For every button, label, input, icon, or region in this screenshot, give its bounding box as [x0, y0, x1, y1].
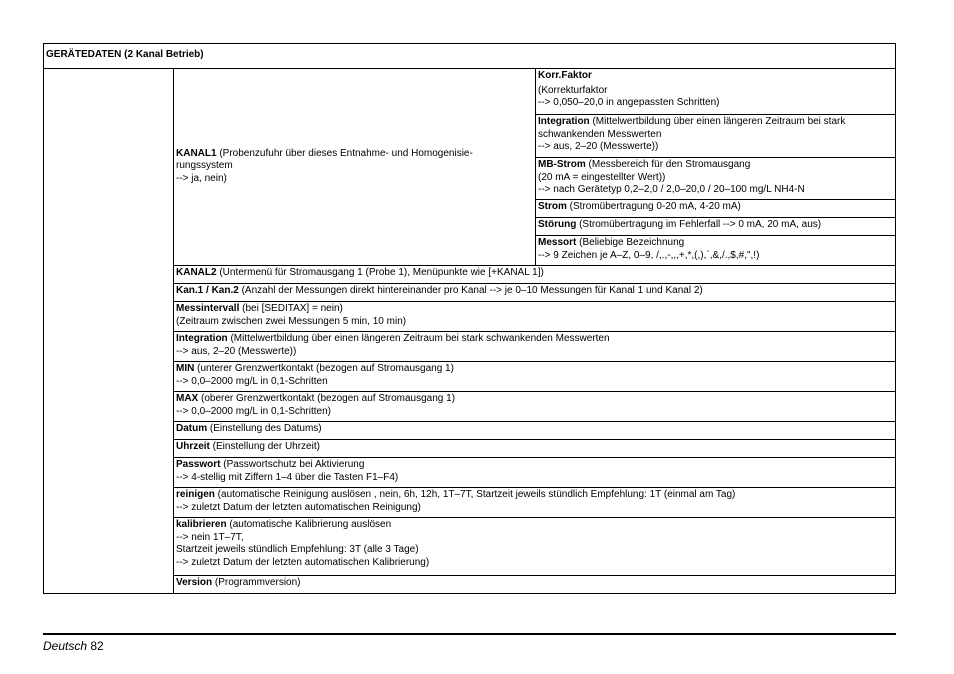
passwort-row — [174, 458, 896, 488]
kanal2-row — [174, 266, 896, 284]
mb-strom-desc-2: (20 mA = eingestellter Wert)) — [538, 171, 666, 183]
reinigen-label: reinigen — [176, 489, 215, 500]
max-row — [174, 392, 896, 422]
table-title — [44, 44, 896, 69]
korr-faktor-desc-2: --> 0,050–20,0 in angepassten Schritten) — [538, 97, 720, 108]
messintervall-desc-2: (Zeitraum zwischen zwei Messungen 5 min, 10 min) — [176, 315, 407, 327]
integration-sub-desc-3: --> aus, 2–20 (Messwerte)) — [538, 141, 659, 152]
uhrzeit-row — [174, 440, 896, 458]
kalibrieren-desc-2: --> nein 1T–7T, — [176, 531, 244, 543]
reinigen-row — [174, 488, 896, 518]
stoerung-cell — [536, 218, 896, 236]
kan1-kan2-desc: (Anzahl der Messungen direkt hintereinander pro Kanal --> je 0–10 Messungen für Kanal 1 und Kanal 2) — [238, 285, 703, 296]
max-label: MAX — [176, 393, 199, 404]
page-number: 82 — [90, 639, 104, 653]
footer-language: Deutsch — [43, 639, 88, 653]
integration-sub-desc-1: (Mittelwertbildung über einen längeren Zeitraum bei stark — [589, 116, 846, 127]
table-title-text: GERÄTEDATEN (2 Kanal Betrieb) — [46, 49, 204, 61]
kalibrieren-label: kalibrieren — [176, 519, 227, 530]
strom-label: Strom — [538, 201, 567, 212]
min-desc-1: (unterer Grenzwertkontakt (bezogen auf Stromausgang 1) — [194, 363, 454, 374]
korr-faktor-label: Korr.Faktor — [538, 70, 592, 81]
kan1-kan2-label: Kan.1 / Kan.2 — [176, 285, 239, 296]
stoerung-label: Störung — [538, 219, 577, 230]
page-footer — [43, 639, 104, 653]
footer-divider — [43, 633, 896, 635]
kan1-kan2-row — [174, 284, 896, 302]
integration-sub-desc-2: schwankenden Messwerten — [538, 128, 662, 140]
datum-label: Datum — [176, 423, 208, 434]
strom-desc: (Stromübertragung 0-20 mA, 4-20 mA) — [566, 201, 741, 212]
integration-label: Integration — [176, 333, 228, 344]
kalibrieren-desc-4: --> zuletzt Datum der letzten automatischen Kalibrierung) — [176, 556, 430, 568]
messort-label: Messort — [538, 237, 577, 248]
datum-desc: (Einstellung des Datums) — [207, 423, 322, 434]
strom-cell — [536, 200, 896, 218]
messintervall-row — [174, 302, 896, 332]
device-data-table — [43, 43, 896, 594]
reinigen-desc-2: --> zuletzt Datum der letzten automatischen Reinigung) — [176, 501, 421, 513]
version-row — [174, 576, 896, 594]
korr-faktor-cell — [536, 69, 896, 115]
max-desc-1: (oberer Grenzwertkontakt (bezogen auf Stromausgang 1) — [198, 393, 456, 404]
version-desc: (Programmversion) — [212, 577, 301, 588]
mb-strom-label: MB-Strom — [538, 159, 586, 170]
messort-desc-1: (Beliebige Bezeichnung — [576, 237, 685, 248]
uhrzeit-desc: (Einstellung der Uhrzeit) — [209, 441, 320, 452]
min-row — [174, 362, 896, 392]
integration-sub-label: Integration — [538, 116, 590, 127]
passwort-desc-2: --> 4-stellig mit Ziffern 1–4 über die Tasten F1–F4) — [176, 471, 399, 483]
integration-desc-2: --> aus, 2–20 (Messwerte)) — [176, 345, 297, 357]
kanal1-desc-3: --> ja, nein) — [176, 172, 227, 184]
stoerung-desc: (Stromübertragung im Fehlerfall --> 0 mA, 20 mA, aus) — [576, 219, 822, 230]
mb-strom-cell — [536, 158, 896, 200]
mb-strom-desc-1: (Messbereich für den Stromausgang — [585, 159, 751, 170]
version-label: Version — [176, 577, 213, 588]
integration-sub-cell — [536, 115, 896, 158]
kanal1-cell — [174, 69, 536, 266]
messintervall-label: Messintervall — [176, 303, 240, 314]
kanal1-label: KANAL1 — [176, 147, 217, 159]
integration-desc-1: (Mittelwertbildung über einen längeren Zeitraum bei stark schwankenden Messwerten — [227, 333, 610, 344]
integration-row — [174, 332, 896, 362]
korr-faktor-desc-1: (Korrekturfaktor — [538, 84, 608, 96]
kalibrieren-desc-3: Startzeit jeweils stündlich Empfehlung: 3T (alle 3 Tage) — [176, 544, 419, 555]
mb-strom-desc-3: --> nach Gerätetyp 0,2–2,0 / 2,0–20,0 / 20–100 mg/L NH4-N — [538, 184, 805, 195]
uhrzeit-label: Uhrzeit — [176, 441, 210, 452]
reinigen-desc-1: (automatische Reinigung auslösen , nein, 6h, 12h, 1T–7T, Startzeit jeweils stündlich Empfehlung: 1T (einmal am Tag) — [214, 489, 736, 500]
kalibrieren-row — [174, 518, 896, 576]
min-desc-2: --> 0,0–2000 mg/L in 0,1-Schritten — [176, 375, 328, 387]
empty-left-column — [44, 69, 174, 594]
messintervall-desc-1: (bei [SEDITAX] = nein) — [239, 303, 343, 314]
kanal2-desc: (Untermenü für Stromausgang 1 (Probe 1), Menüpunkte wie [+KANAL 1]) — [216, 267, 544, 278]
kanal1-desc-2: rungssystem — [176, 160, 233, 172]
kalibrieren-desc-1: (automatische Kalibrierung auslösen — [226, 519, 392, 530]
passwort-desc-1: (Passwortschutz bei Aktivierung — [220, 459, 365, 470]
messort-cell — [536, 236, 896, 266]
min-label: MIN — [176, 363, 195, 374]
kanal2-label: KANAL2 — [176, 267, 217, 278]
kanal1-desc-1: (Probenzufuhr über dieses Entnahme- und Homogenisie- — [216, 147, 473, 159]
messort-desc-2: --> 9 Zeichen je A–Z, 0–9, /,.,-,,,+,*,(,),`,&,/.,$,#,",!) — [538, 249, 760, 261]
datum-row — [174, 422, 896, 440]
passwort-label: Passwort — [176, 459, 221, 470]
max-desc-2: --> 0,0–2000 mg/L in 0,1-Schritten) — [176, 405, 331, 417]
